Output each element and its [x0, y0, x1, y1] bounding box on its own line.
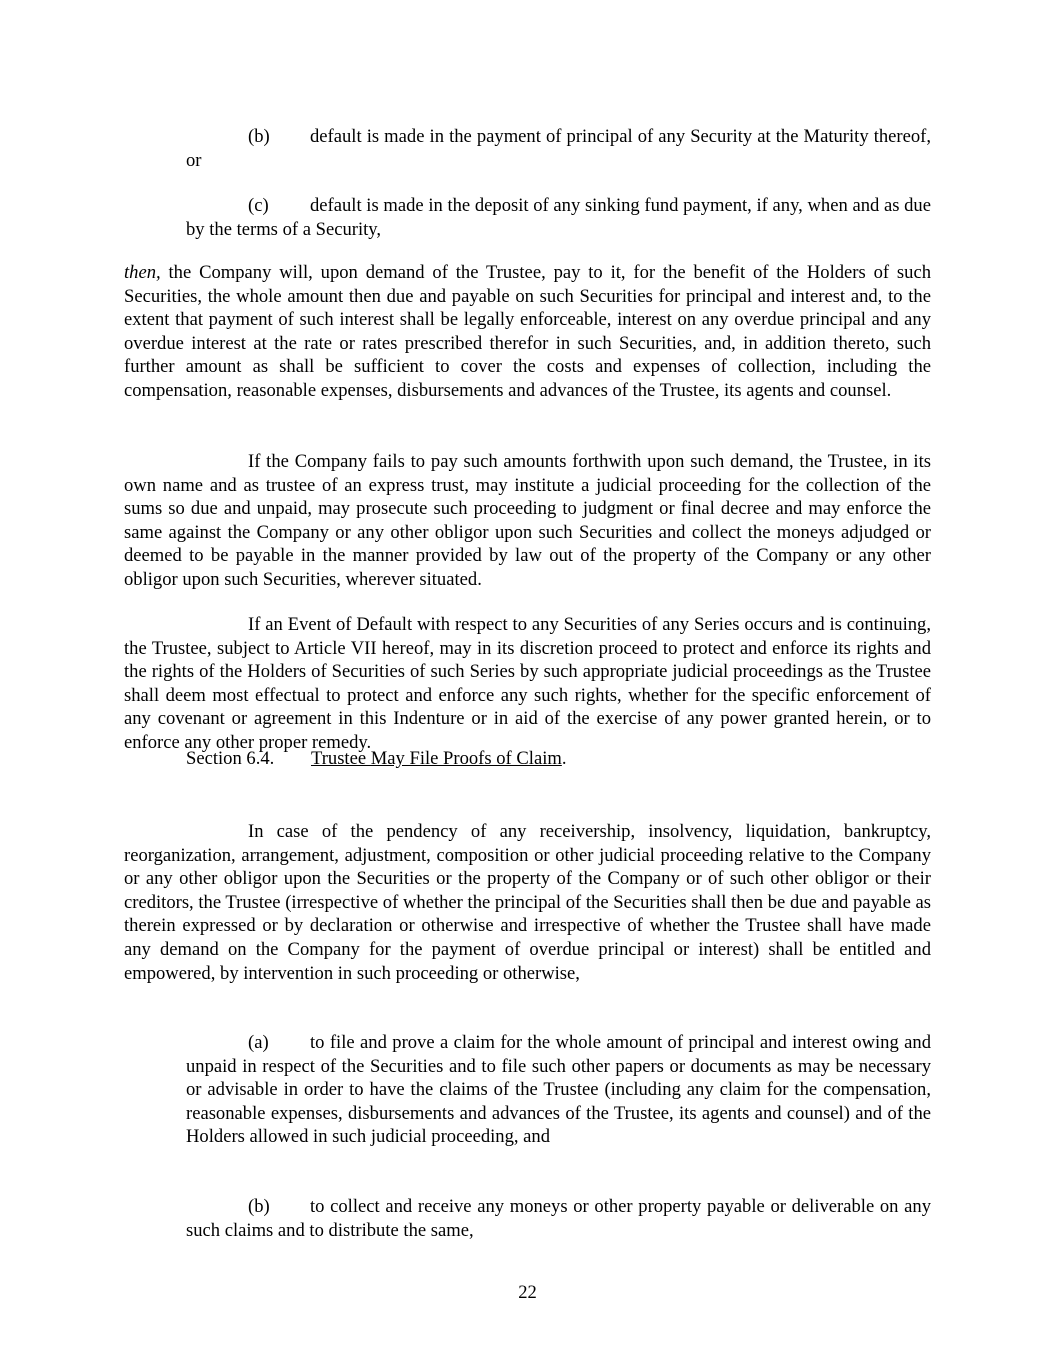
clause-marker: (b) — [248, 126, 270, 147]
section-title-end: . — [561, 748, 567, 769]
then-paragraph — [124, 261, 931, 403]
clause-marker: (c) — [248, 195, 269, 216]
clause-text: to collect and receive any moneys or other property payable or deliverable on any such claims and to distribute the same, — [186, 1196, 931, 1241]
clause-a-file-claim — [186, 1031, 931, 1149]
clause-text: to file and prove a claim for the whole amount of principal and interest owing and unpaid in respect of the Securities and to file such other papers or documents as may be necessary or advisable in order to have the claims of the Trustee (including any claim for the compensation, reasonable expenses, disbursements and advances of the Trustee, its agents and counsel) and of the Holders allowed in such judicial proceeding, and — [186, 1032, 931, 1148]
section-title: Trustee May File Proofs of Claim — [311, 748, 562, 769]
event-of-default-paragraph — [124, 613, 931, 755]
section-number: Section 6.4. — [186, 748, 275, 769]
pendency-paragraph — [124, 820, 931, 985]
then-text: the Company will, upon demand of the Trustee, pay to it, for the benefit of the Holders of such Securities, the whole amount then due and payable on such Securities for principal and interest and, to the extent that payment of such interest shall be legally enforceable, interest on any overdue principal and any overdue interest at the rate or rates prescribed therefor in such Securities, and, in addition thereto, such further amount as shall be sufficient to cover the costs and expenses of collection, including the compensation, reasonable expenses, disbursements and advances of the Trustee, its agents and counsel. — [124, 262, 931, 401]
section-heading — [186, 747, 567, 771]
clause-b-default-maturity — [186, 125, 931, 172]
paragraph-text: If an Event of Default with respect to any Securities of any Series occurs and is continuing, the Trustee, subject to Article VII hereof, may in its discretion proceed to protect and enforce its rights and the rights of the Holders of Securities of such Series by such appropriate judicial proceedings as the Trustee shall deem most effectual to protect and enforce any such rights, whether for the specific enforcement of any covenant or agreement in this Indenture or in aid of the exercise of any power granted herein, or to enforce any other proper remedy. — [124, 614, 931, 753]
paragraph-text: If the Company fails to pay such amounts forthwith upon such demand, the Trustee, in its own name and as trustee of an express trust, may institute a judicial proceeding for the collection of the sums so due and unpaid, may prosecute such proceeding to judgment or final decree and may enforce the same against the Company or any other obligor upon such Securities and collect the moneys adjudged or deemed to be payable in the manner provided by law out of the property of the Company or any other obligor upon such Securities, wherever situated. — [124, 451, 931, 590]
clause-marker: (b) — [248, 1196, 270, 1217]
page-number: 22 — [518, 1282, 537, 1303]
clause-c-sinking-fund — [186, 194, 931, 241]
clause-text: default is made in the deposit of any sinking fund payment, if any, when and as due by the terms of a Security, — [186, 195, 931, 240]
clause-marker: (a) — [248, 1032, 269, 1053]
company-fails-paragraph — [124, 450, 931, 592]
then-lead: then, — [124, 262, 161, 283]
clause-text: default is made in the payment of principal of any Security at the Maturity thereof, or — [186, 126, 931, 171]
paragraph-text: In case of the pendency of any receivership, insolvency, liquidation, bankruptcy, reorganization, arrangement, adjustment, composition or other judicial proceeding relative to the Company or any other obligor upon the Securities or the property of the Company or of such other obligor or their creditors, the Trustee (irrespective of whether the principal of the Securities shall then be due and payable as therein expressed or by declaration or otherwise and irrespective of whether the Trustee shall have made any demand on the Company for the payment of overdue principal or interest) shall be entitled and empowered, by intervention in such proceeding or otherwise, — [124, 821, 931, 984]
clause-b-collect-moneys — [186, 1195, 931, 1242]
